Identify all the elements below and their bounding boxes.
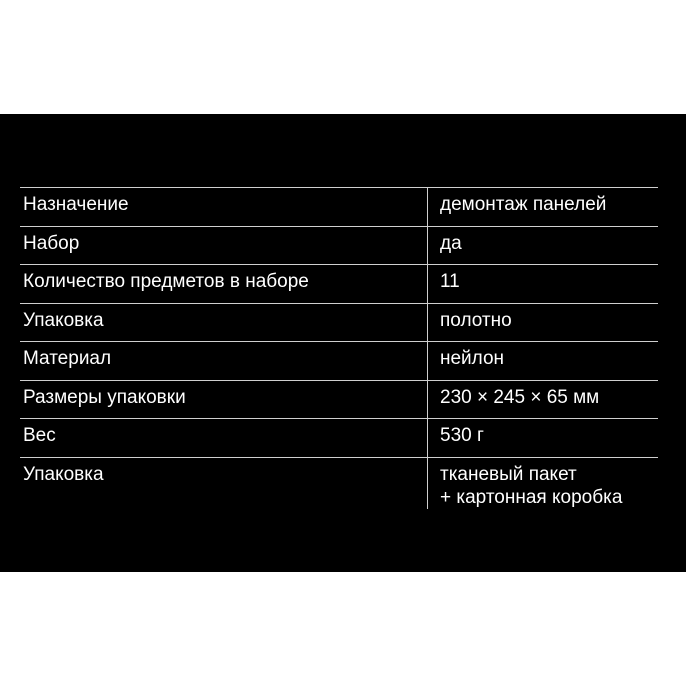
spec-label: Упаковка (20, 303, 428, 342)
spec-row-weight (20, 419, 658, 458)
spec-row-purpose (20, 188, 658, 227)
spec-value: демонтаж панелей (428, 188, 659, 227)
spec-value: полотно (428, 303, 659, 342)
spec-panel (0, 114, 686, 572)
spec-value: 11 (428, 265, 659, 304)
spec-row-package-type (20, 457, 658, 509)
spec-label: Вес (20, 419, 428, 458)
spec-label: Упаковка (20, 457, 428, 509)
spec-label: Материал (20, 342, 428, 381)
spec-row-package-dimensions (20, 380, 658, 419)
spec-value: нейлон (428, 342, 659, 381)
spec-value: 230 × 245 × 65 мм (428, 380, 659, 419)
spec-row-item-count (20, 265, 658, 304)
spec-value: да (428, 226, 659, 265)
spec-value (428, 457, 659, 509)
spec-label: Назначение (20, 188, 428, 227)
spec-label: Размеры упаковки (20, 380, 428, 419)
spec-row-material (20, 342, 658, 381)
spec-table (20, 187, 658, 509)
spec-row-set (20, 226, 658, 265)
spec-value: 530 г (428, 419, 659, 458)
spec-value-line2: + картонная коробка (440, 486, 623, 508)
spec-row-packaging (20, 303, 658, 342)
spec-value-line1: тканевый пакет (440, 463, 577, 485)
spec-label: Набор (20, 226, 428, 265)
spec-label: Количество предметов в наборе (20, 265, 428, 304)
